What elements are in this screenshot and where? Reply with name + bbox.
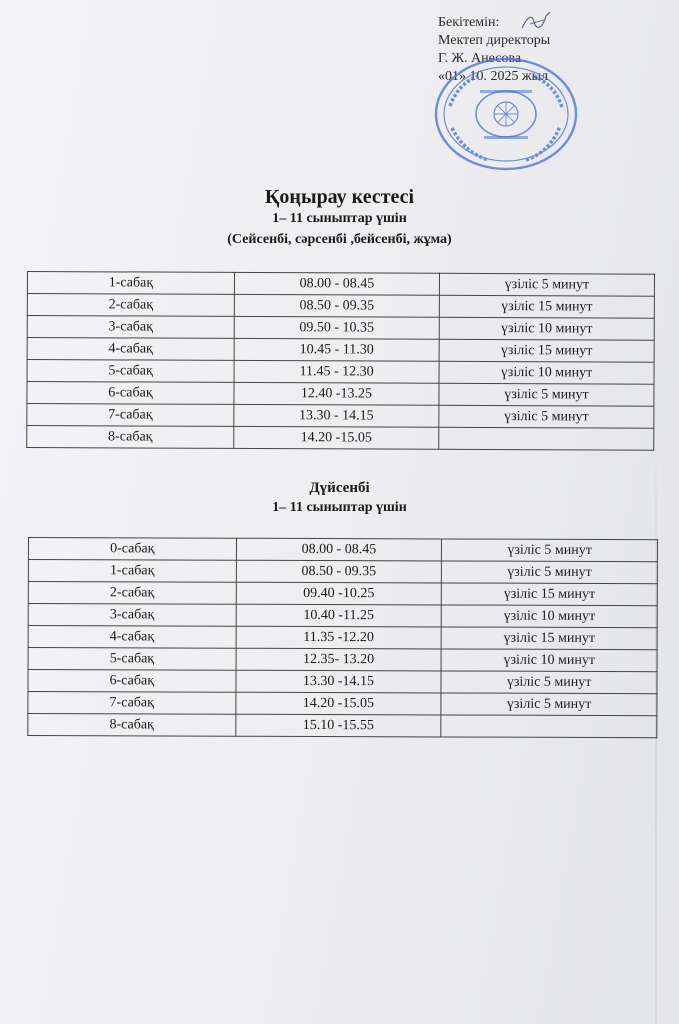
table-row	[28, 560, 657, 584]
lesson-cell: 6-сабақ	[27, 382, 234, 405]
table-row	[27, 316, 654, 341]
schedule-table-monday	[27, 537, 658, 738]
lesson-cell: 8-сабақ	[27, 426, 234, 449]
time-cell: 11.35 -12.20	[236, 626, 442, 649]
time-cell: 10.45 - 11.30	[234, 338, 439, 361]
table-row	[28, 714, 657, 738]
break-cell	[441, 715, 657, 738]
monday-grades: 1– 11 сыныптар үшін	[272, 500, 407, 515]
break-cell: үзіліс 10 минут	[439, 317, 654, 340]
lesson-cell: 4-сабақ	[27, 338, 234, 361]
lesson-cell: 8-сабақ	[28, 714, 236, 737]
time-cell: 08.50 - 09.35	[236, 560, 442, 583]
table-row	[27, 338, 654, 363]
table-row	[27, 360, 654, 385]
break-cell: үзіліс 5 минут	[442, 539, 658, 562]
break-cell: үзіліс 5 минут	[442, 561, 658, 584]
lesson-cell: 2-сабақ	[27, 294, 234, 317]
schedule-days: (Сейсенбі, сәрсенбі ,бейсенбі, жұма)	[227, 232, 452, 247]
schedule-grades: 1– 11 сыныптар үшін	[272, 211, 407, 226]
time-cell: 13.30 - 14.15	[234, 404, 439, 427]
time-cell: 09.40 -10.25	[236, 582, 442, 605]
table-row	[28, 670, 657, 694]
break-cell: үзіліс 15 минут	[441, 627, 657, 650]
table-row	[27, 294, 654, 319]
lesson-cell: 7-сабақ	[27, 404, 234, 427]
approval-director-name: Г. Ж. Анесова	[438, 51, 522, 66]
table-row	[28, 692, 657, 716]
schedule-table-weekdays	[26, 271, 655, 451]
break-cell: үзіліс 15 минут	[442, 583, 658, 606]
break-cell: үзіліс 5 минут	[439, 273, 654, 296]
break-cell: үзіліс 15 минут	[439, 339, 654, 362]
lesson-cell: 4-сабақ	[28, 626, 236, 649]
time-cell: 14.20 -15.05	[234, 426, 439, 449]
table-row	[27, 382, 654, 407]
lesson-cell: 1-сабақ	[28, 560, 236, 583]
break-cell: үзіліс 10 минут	[441, 605, 657, 628]
time-cell: 10.40 -11.25	[236, 604, 442, 627]
time-cell: 08.00 - 08.45	[236, 538, 442, 561]
approval-position: Мектеп директоры	[438, 33, 551, 48]
lesson-cell: 5-сабақ	[27, 360, 234, 383]
time-cell: 13.30 -14.15	[236, 670, 442, 693]
lesson-cell: 3-сабақ	[28, 604, 236, 627]
table-row	[27, 404, 654, 429]
time-cell: 14.20 -15.05	[236, 692, 442, 715]
table-row	[28, 626, 657, 650]
lesson-cell: 6-сабақ	[28, 670, 236, 693]
break-cell: үзіліс 5 минут	[441, 671, 657, 694]
approval-block	[438, 14, 550, 86]
break-cell: үзіліс 5 минут	[439, 383, 654, 406]
approval-date: «01» 10. 2025 жыл	[438, 69, 549, 84]
lesson-cell: 2-сабақ	[28, 582, 236, 605]
lesson-cell: 7-сабақ	[28, 692, 236, 715]
table-row	[28, 538, 657, 562]
lesson-cell: 0-сабақ	[28, 538, 236, 561]
break-cell	[439, 427, 654, 450]
table-row	[27, 426, 654, 451]
approval-label: Бекітемін:	[438, 15, 500, 30]
lesson-cell: 3-сабақ	[27, 316, 234, 339]
time-cell: 08.00 - 08.45	[234, 272, 439, 295]
schedule-title: Қоңырау кестесі	[264, 186, 415, 208]
lesson-cell: 5-сабақ	[28, 648, 236, 671]
break-cell: үзіліс 5 минут	[441, 693, 657, 716]
break-cell: үзіліс 10 минут	[439, 361, 654, 384]
table-row	[28, 604, 657, 628]
time-cell: 08.50 - 09.35	[234, 294, 439, 317]
time-cell: 12.35- 13.20	[236, 648, 442, 671]
table-row	[27, 272, 654, 297]
break-cell: үзіліс 15 минут	[439, 295, 654, 318]
table-row	[28, 582, 657, 606]
time-cell: 11.45 - 12.30	[234, 360, 439, 383]
table-row	[28, 648, 657, 672]
break-cell: үзіліс 5 минут	[439, 405, 654, 428]
time-cell: 09.50 - 10.35	[234, 316, 439, 339]
monday-title: Дүйсенбі	[309, 480, 370, 496]
time-cell: 12.40 -13.25	[234, 382, 439, 405]
time-cell: 15.10 -15.55	[235, 714, 441, 737]
lesson-cell: 1-сабақ	[27, 272, 234, 295]
break-cell: үзіліс 10 минут	[441, 649, 657, 672]
